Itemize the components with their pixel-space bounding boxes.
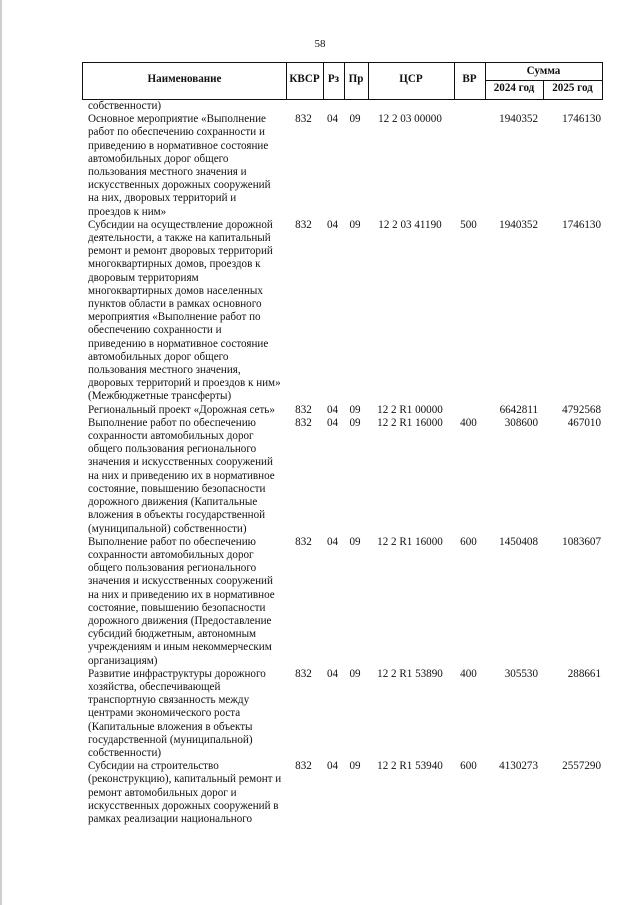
cell-kvsr: 832 (295, 113, 312, 126)
cell-pr: 09 (349, 113, 361, 126)
cell-name-line: (реконструкцию), капитальный ремонт и (88, 773, 282, 786)
cell-sum-2024: 1450408 (499, 535, 538, 548)
cell-name-line: на них и приведению их в нормативное (88, 588, 275, 601)
cell-pr: 09 (349, 218, 361, 231)
cell-sum-2024: 1940352 (499, 218, 538, 231)
cell-sum-2025: 1083607 (562, 535, 601, 548)
cell-sum-2025: 1746130 (562, 218, 601, 231)
cell-name-line: дорожного движения (Капитальные (88, 496, 258, 509)
cell-name-line: вложения в объекты государственной (88, 509, 266, 522)
cell-name-line: мероприятия «Выполнение работ по (88, 311, 261, 324)
cell-name-line: пользования местного значения и (88, 166, 247, 179)
cell-name (82, 404, 285, 417)
cell-sum-2024: 308600 (504, 416, 538, 429)
cell-name-line: (Межбюджетные трансферты) (88, 390, 232, 403)
cell-kvsr: 832 (295, 218, 312, 231)
cell-kvsr: 832 (295, 535, 312, 548)
header-year-2025: 2025 год (552, 82, 593, 95)
cell-kvsr: 832 (295, 667, 312, 680)
cell-rz: 04 (326, 667, 339, 680)
cell-name-line: Региональный проект «Дорожная сеть» (88, 403, 275, 416)
cell-name-line: собственности) (88, 746, 162, 759)
cell-name (82, 536, 285, 668)
cell-name-line: Развитие инфраструктуры дорожного (88, 667, 266, 680)
cell-name-line: Выполнение работ по обеспечению (88, 416, 256, 429)
cell-csr: 12 2 R1 00000 (377, 403, 443, 416)
table-row (82, 113, 603, 219)
cell-name (82, 100, 285, 113)
cell-name-line: центрами экономического роста (88, 707, 241, 720)
cell-csr: 12 2 03 41190 (378, 218, 442, 231)
cell-name-line: организациям) (88, 654, 158, 667)
table-body (82, 100, 603, 826)
header-pr: Пр (348, 73, 364, 86)
cell-vr: 600 (460, 535, 477, 548)
cell-sum-2025: 4792568 (562, 403, 601, 416)
header-kvsr: КВСР (289, 73, 320, 86)
header-vr: ВР (462, 73, 477, 86)
cell-name-line: состояние, повышению безопасности (88, 601, 266, 614)
cell-pr: 09 (349, 667, 361, 680)
cell-name-line: учреждениям и иным некоммерческим (88, 641, 272, 654)
cell-name-line: на них, дворовых территорий и (88, 192, 237, 205)
cell-name-line: дорожного движения (Предоставление (88, 614, 272, 627)
cell-name-line: пунктов области в рамках основного (88, 298, 262, 311)
cell-rz: 04 (326, 416, 339, 429)
cell-vr: 500 (460, 218, 477, 231)
cell-name-line: искусственных дорожных сооружений (88, 179, 271, 192)
cell-vr: 400 (460, 416, 477, 429)
cell-name-line: собственности) (88, 100, 162, 112)
cell-name-line: (Капитальные вложения в объекты (88, 720, 253, 733)
cell-name-line: значения и искусственных сооружений (88, 456, 273, 469)
header-csr: ЦСР (399, 73, 423, 86)
table-row (82, 404, 603, 417)
cell-rz: 04 (326, 535, 339, 548)
cell-name-line: сохранности автомобильных дорог (88, 548, 254, 561)
cell-name-line: Субсидии на осуществление дорожной (88, 218, 273, 231)
cell-rz: 04 (326, 113, 339, 126)
cell-name (82, 668, 285, 760)
cell-csr: 12 2 03 00000 (378, 113, 442, 126)
cell-name-line: рамках реализации национального (88, 812, 253, 825)
cell-name-line: ремонт и ремонт дворовых территорий (88, 245, 273, 258)
cell-csr: 12 2 R1 53890 (377, 667, 443, 680)
cell-csr: 12 2 R1 53940 (377, 760, 443, 773)
cell-name-line: искусственных дорожных сооружений в (88, 799, 279, 812)
cell-rz: 04 (326, 218, 339, 231)
table-row (82, 668, 603, 760)
cell-name-line: субсидий бюджетным, автономным (88, 628, 257, 641)
scan-edge (0, 0, 2, 905)
cell-name-line: многоквартирных домов, проездов к (88, 258, 261, 271)
table-header (82, 62, 603, 100)
cell-rz: 04 (326, 760, 339, 773)
header-sum: Сумма (526, 64, 561, 77)
cell-name-line: приведению в нормативное состояние (88, 337, 269, 350)
cell-sum-2025: 2557290 (562, 760, 601, 773)
page-number: 58 (314, 38, 326, 50)
cell-name-line: государственной (муниципальной) (88, 733, 253, 746)
header-rz: Рз (327, 73, 340, 86)
cell-vr: 400 (460, 667, 477, 680)
cell-sum-2025: 1746130 (562, 113, 601, 126)
cell-name-line: (муниципальной) собственности) (88, 522, 247, 535)
cell-name-line: работ по обеспечению сохранности и (88, 126, 265, 139)
cell-name (82, 113, 285, 219)
cell-sum-2025: 288661 (567, 667, 601, 680)
budget-table (82, 62, 603, 826)
cell-pr: 09 (349, 535, 361, 548)
cell-vr: 600 (460, 760, 477, 773)
cell-sum-2025: 467010 (567, 416, 601, 429)
cell-name-line: Основное мероприятие «Выполнение (88, 113, 266, 126)
cell-kvsr: 832 (295, 416, 312, 429)
cell-name-line: дворовых территорий и проездов к ним» (88, 377, 281, 390)
cell-name-line: дворовым территориям (88, 271, 199, 284)
cell-name (82, 417, 285, 536)
cell-name-line: проездов к ним» (88, 205, 167, 218)
table-row (82, 100, 603, 113)
cell-name-line: многоквартирных домов населенных (88, 284, 263, 297)
cell-name-line: ремонт автомобильных дорог и (88, 786, 237, 799)
table-row (82, 417, 603, 536)
cell-name-line: состояние, повышению безопасности (88, 482, 266, 495)
cell-name-line: хозяйства, обеспечивающей (88, 680, 221, 693)
table-row (82, 219, 603, 404)
cell-pr: 09 (349, 403, 361, 416)
cell-pr: 09 (349, 760, 361, 773)
cell-pr: 09 (349, 416, 361, 429)
cell-sum-2024: 4130273 (499, 760, 538, 773)
cell-name-line: пользования местного значения, (88, 364, 241, 377)
cell-sum-2024: 6642811 (499, 403, 538, 416)
cell-name-line: Субсидии на строительство (88, 760, 219, 773)
cell-name-line: общего пользования регионального (88, 443, 257, 456)
cell-csr: 12 2 R1 16000 (377, 535, 443, 548)
cell-name-line: деятельности, а также на капитальный (88, 232, 271, 245)
cell-name-line: транспортную связанность между (88, 694, 250, 707)
cell-name-line: на них и приведению их в нормативное (88, 469, 275, 482)
cell-name-line: сохранности автомобильных дорог (88, 430, 254, 443)
cell-name-line: обеспечению сохранности и (88, 324, 222, 337)
cell-name-line: значения и искусственных сооружений (88, 575, 273, 588)
cell-name-line: Выполнение работ по обеспечению (88, 535, 256, 548)
cell-sum-2024: 305530 (504, 667, 538, 680)
cell-name (82, 219, 285, 404)
cell-name-line: автомобильных дорог общего (88, 152, 229, 165)
cell-name-line: автомобильных дорог общего (88, 350, 229, 363)
table-row (82, 536, 603, 668)
cell-name-line: общего пользования регионального (88, 562, 257, 575)
cell-sum-2024: 1940352 (499, 113, 538, 126)
table-row (82, 760, 603, 826)
cell-name-line: приведению в нормативное состояние (88, 139, 269, 152)
cell-kvsr: 832 (295, 403, 312, 416)
header-year-2024: 2024 год (493, 82, 535, 95)
header-name: Наименование (147, 73, 222, 86)
cell-name (82, 760, 285, 826)
cell-csr: 12 2 R1 16000 (377, 416, 443, 429)
cell-kvsr: 832 (295, 760, 312, 773)
cell-rz: 04 (326, 403, 339, 416)
